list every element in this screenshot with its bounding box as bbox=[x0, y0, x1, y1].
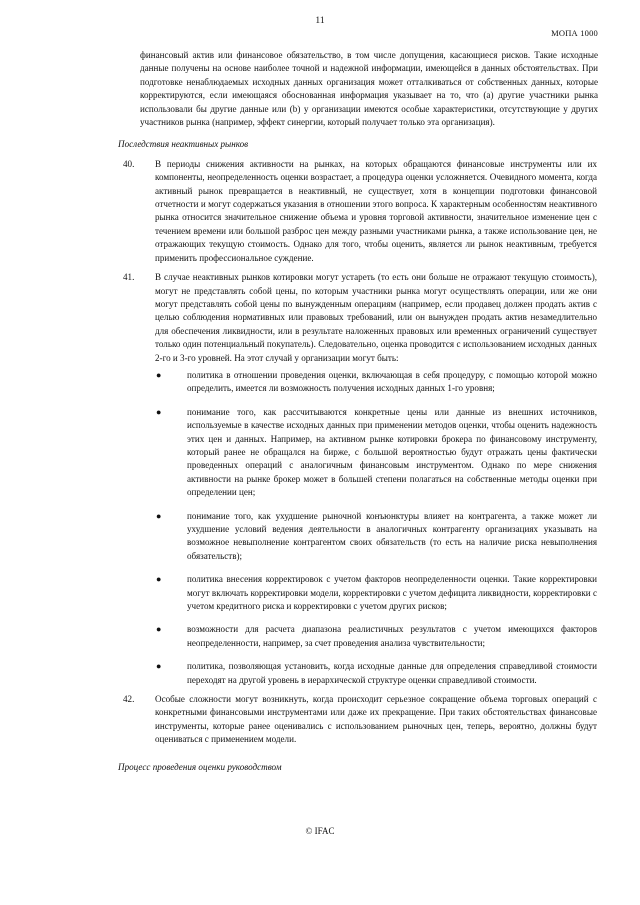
list-item bbox=[156, 369, 597, 396]
list-item bbox=[156, 406, 597, 500]
list-item bbox=[156, 510, 597, 564]
next-section-heading: Процесс проведения оценки руководством bbox=[118, 761, 282, 772]
bullet-icon: ● bbox=[156, 624, 162, 635]
bullet-text: понимание того, как рассчитываются конкретные цены или данные из внешних источников, используемые в качестве исходных данных при применении методов оценки, чтобы оценить надежность этих цен и данных. Например, на активном рынке котировки брокера по финансовому инструменту, который ранее не обращался на бирже, с большой вероятностью будут отражать цены фактически проведенных операций с аналогичным финансовым инструментом. Однако по мере снижения активности на рынке брокер может в большей степени полагаться на собственные методы оценки при определении цен; bbox=[187, 406, 597, 498]
bullet-text: политика в отношении проведения оценки, включающая в себя процедуру, с помощью которой можно определить, имеется ли возможность получения исходных данных 1-го уровня; bbox=[187, 369, 597, 394]
bullet-icon: ● bbox=[156, 510, 162, 521]
paragraph-text: Особые сложности могут возникнуть, когда происходит серьезное сокращение объема торговых операций с конкретными финансовыми инструментами или даже их прекращение. При таких обстоятельствах финансовые инструменты, которые ранее оценивались с использованием рыночных цен, теперь, вероятно, должны будут оцениваться с применением модели. bbox=[155, 694, 597, 745]
bullet-icon: ● bbox=[156, 406, 162, 417]
continuation-paragraph: финансовый актив или финансовое обязательство, в том числе допущения, касающиеся рисков. Такие исходные данные получены на основе наиболее точной и надежной информации, имеющейся в данных обстоятельствах. При подготовке ненаблюдаемых исходных данных организация может отталкиваться от собственных данных, которые корректируются, если имеющаяся обоснованная информация указывает на то, что (a) другие участники рынка использовали бы другие данные или (b) у организации имеются особые характеристики, отсутствующие у других участников рынка (например, эффект синергии, который получает только эта организация). bbox=[140, 50, 598, 128]
bullet-text: возможности для расчета диапазона реалистичных результатов с учетом имеющихся факторов неопределенности, например, за счет проведения анализа чувствительности; bbox=[187, 624, 597, 648]
paragraph-42 bbox=[123, 693, 597, 747]
paragraph-41 bbox=[123, 271, 597, 365]
paragraph-number: 41. bbox=[123, 272, 135, 283]
paragraph-40 bbox=[123, 158, 597, 265]
list-item bbox=[156, 660, 597, 687]
standard-code: МОПА 1000 bbox=[551, 28, 598, 38]
bullet-text: политика внесения корректировок с учетом факторов неопределенности оценки. Такие корректировки могут включать корректировки модели, корректировки с учетом дефицита ликвидности, корректировки с учетом кредитного риска и корректировки с учетом других рисков; bbox=[187, 574, 597, 612]
bullet-icon: ● bbox=[156, 369, 162, 380]
page-number: 11 bbox=[315, 16, 325, 26]
bullet-icon: ● bbox=[156, 661, 162, 672]
paragraph-number: 42. bbox=[123, 694, 135, 705]
paragraph-number: 40. bbox=[123, 158, 135, 169]
list-item bbox=[156, 623, 597, 650]
bullet-icon: ● bbox=[156, 574, 162, 585]
list-item bbox=[156, 573, 597, 613]
bullet-text: понимание того, как ухудшение рыночной конъюнктуры влияет на контрагента, а также может ли ухудшение условий ведения деятельности в аналогичных контрагенту организациях указывать на возможное невыполнение контрагентом своих обязательств (то есть на наличие риска невыполнения обязательств); bbox=[187, 510, 597, 561]
paragraph-text: В случае неактивных рынков котировки могут устареть (то есть они больше не отражают текущую стоимость), могут не представлять собой цены, по которым участники рынка могут осуществлять операции, или же они могут представлять собой цены по вынужденным операциям (например, если продавец должен продать актив с целью соблюдения нормативных или правовых требований, или он вынужден продать актив незамедлительно для обеспечения ликвидности, или в результате наложенных правовых или временных ограничений существует только один потенциальный покупатель). Следовательно, оценка проводится с использованием исходных данных 2-го и 3-го уровней. На этот случай у организации могут быть: bbox=[155, 272, 597, 363]
document-body bbox=[0, 49, 640, 774]
copyright-footer: © IFAC bbox=[305, 826, 335, 836]
bullet-text: политика, позволяющая установить, когда исходные данные для определения справедливой стоимости переходят на другой уровень в иерархической структуре оценки справедливой стоимости. bbox=[187, 661, 597, 685]
paragraph-text: В периоды снижения активности на рынках, на которых обращаются финансовые инструменты или их компоненты, неопределенность оценки возрастает, а процедура оценки усложняется. Очевидного момента, когда активный рынок превращается в неактивный, не существует, хотя в концепции подготовки финансовой отчетности и могут содержаться указания в отношении этого вопроса. К характерным особенностям неактивного рынка относится значительное снижение объема и уровня торговой активности, значительное изменение цен с течением времени или большой разброс цен между разными участниками рынка, а также использование цен, не отражающих текущую стоимость. Однако для того, чтобы оценить, является ли рынок неактивным, требуется применить профессиональное суждение. bbox=[155, 158, 597, 263]
bullet-list bbox=[156, 369, 597, 687]
section-heading: Последствия неактивных рынков bbox=[118, 139, 249, 150]
